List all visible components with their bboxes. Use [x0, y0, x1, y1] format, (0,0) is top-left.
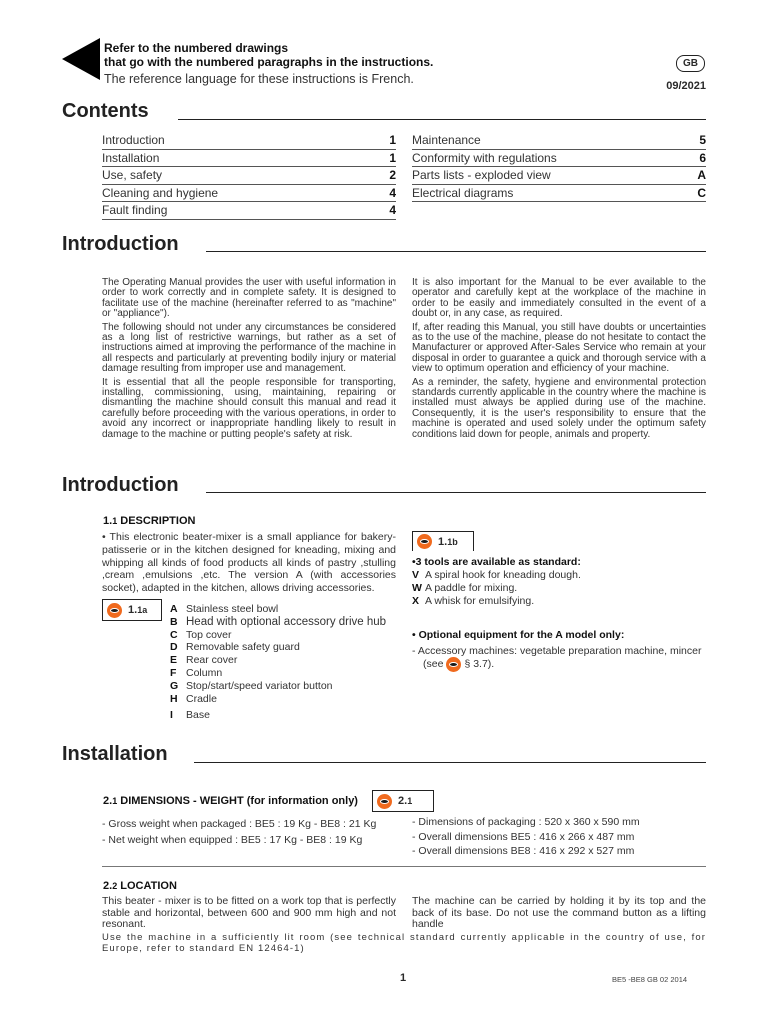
toc-item[interactable]: Installation 1: [102, 150, 396, 168]
contents-title: Contents: [62, 100, 149, 122]
tools-list: [412, 569, 581, 607]
optional-line-1: - Accessory machines: vegetable preparation machine, mincer: [412, 645, 702, 657]
installation-title: Installation: [62, 743, 168, 765]
section-divider: [102, 866, 706, 867]
language-badge: GB: [676, 55, 705, 72]
paragraph: It is also important for the Manual to be ever available to the operator and carefully kept at the workplace of the machine in order to be easily and immediately consulted in the event of a doubt or, in any case, as required.: [412, 277, 706, 320]
list-item: - Overall dimensions BE8 : 416 x 292 x 527 mm: [412, 845, 635, 857]
introduction-title: Introduction: [62, 233, 179, 255]
tools-title: •3 tools are available as standard:: [412, 556, 581, 568]
location-heading: 2.2 LOCATION: [103, 880, 177, 892]
legend-row: G Stop/start/speed variator button: [170, 679, 333, 692]
description-text: • This electronic beater-mixer is a small appliance for bakery-patisserie or in the kitchen designed for kneading, mixing and whipping all kinds of food products all kinds of pastry ,stulling ,cream ,emulsions ,etc. The version A (with accessories socket), adapted in the kitchen, allows driving accessories.: [102, 531, 396, 595]
toc-item[interactable]: Introduction 1: [102, 132, 396, 150]
eye-icon[interactable]: [446, 657, 461, 672]
intro-right-column: [412, 278, 706, 443]
optional-line-2: (see § 3.7).: [423, 658, 495, 671]
header-line-3: The reference language for these instructions is French.: [104, 72, 414, 86]
paragraph: It is essential that all the people responsible for transporting, installing, commissioning, using, maintaining, repairing or dismantling the machine should consult this manual and read it carefully before proceeding with the various operations, in order to avoid any incorrect or inappropriate handling likely to result in damage to the machine or putting people's safety at risk.: [102, 376, 396, 440]
legend-row: B Head with optional accessory drive hub: [170, 615, 387, 628]
introduction-rule-2: [206, 492, 706, 493]
dimensions-heading: 2.1 DIMENSIONS - WEIGHT (for information only): [103, 795, 358, 807]
legend-row: F Column: [170, 666, 223, 679]
paragraph: As a reminder, the safety, hygiene and environmental protection standards currently applicable in the country where the machine is installed must always be applied during use of the machine. Consequently, it is the user's responsibility to ensure that the machine is operated and used solely under the optimum safety conditions laid down for people, animals and property.: [412, 376, 706, 440]
list-item: - Dimensions of packaging : 520 x 360 x 590 mm: [412, 816, 640, 828]
legend-row: E Rear cover: [170, 654, 238, 667]
intro-left-column: [102, 278, 396, 443]
description-heading: 1.1 DESCRIPTION: [103, 515, 196, 527]
location-left-text: This beater - mixer is to be fitted on a work top that is perfectly stable and horizontal, between 600 and 900 mm high and not resonant.: [102, 895, 396, 930]
list-item: - Net weight when equipped : BE5 : 17 Kg - BE8 : 19 Kg: [102, 833, 363, 846]
toc-left: [102, 132, 396, 220]
tool-item: X A whisk for emulsifying.: [412, 594, 535, 607]
page-number: 1: [400, 972, 407, 984]
document-code: BE5 -BE8 GB 02 2014: [612, 975, 688, 984]
location-full-text: Use the machine in a sufficiently lit room (see technical standard currently applicable in the country of use, for Europe, refer to standard EN 12464-1): [102, 932, 706, 954]
legend-row: A Stainless steel bowl: [170, 603, 279, 615]
eye-icon: [377, 794, 392, 809]
toc-item[interactable]: Parts lists - exploded view A: [412, 167, 706, 185]
introduction-title-2: Introduction: [62, 474, 179, 496]
location-right-text: The machine can be carried by holding it by its top and the back of its base. Do not use the command button as a lifting handle: [412, 895, 706, 930]
pointer-arrow-icon: [62, 38, 100, 80]
parts-legend: [170, 603, 386, 722]
paragraph: The following should not under any circumstances be considered as a long list of restrictive warnings, but rather as a set of instructions aimed at improving the performance of the machine in all respects and particularly at preventing bodily injury or material damage resulting from improper use and management.: [102, 321, 396, 375]
legend-row: C Top cover: [170, 628, 232, 641]
optional-title: • Optional equipment for the A model only:: [412, 629, 625, 641]
toc-right: [412, 132, 706, 202]
figure-ref-2-1[interactable]: 2.1: [372, 790, 434, 812]
legend-row: D Removable safety guard: [170, 641, 300, 654]
header-line-2: that go with the numbered paragraphs in the instructions.: [104, 55, 434, 69]
introduction-rule: [206, 251, 706, 252]
legend-row: H Cradle: [170, 692, 217, 705]
weight-list: [102, 818, 376, 846]
toc-item[interactable]: Conformity with regulations 6: [412, 150, 706, 168]
toc-item[interactable]: Fault finding 4: [102, 202, 396, 220]
tool-item: V A spiral hook for kneading dough.: [412, 569, 581, 581]
list-item: - Gross weight when packaged : BE5 : 19 Kg - BE8 : 21 Kg: [102, 818, 377, 830]
toc-item[interactable]: Use, safety 2: [102, 167, 396, 185]
figure-ref-1-1a[interactable]: 1.1a: [102, 599, 162, 621]
eye-icon: [417, 534, 432, 549]
toc-item[interactable]: Cleaning and hygiene 4: [102, 185, 396, 203]
contents-rule: [178, 119, 706, 120]
tool-item: W A paddle for mixing.: [412, 581, 518, 594]
eye-icon: [107, 603, 122, 618]
installation-rule: [194, 762, 706, 763]
toc-item[interactable]: Maintenance 5: [412, 132, 706, 150]
figure-ref-1-1b[interactable]: 1.1b: [412, 531, 474, 551]
toc-item[interactable]: Electrical diagrams C: [412, 185, 706, 203]
header-line-1: Refer to the numbered drawings: [104, 41, 289, 55]
paragraph: If, after reading this Manual, you still have doubts or uncertainties as to the use of the machine, please do not hesitate to contact the Manufacturer or approved After-Sales Service who remain at your disposal in order to guarantee a quick and thorough service with a view to optimum operation and efficiency of your machine.: [412, 321, 706, 375]
list-item: - Overall dimensions BE5 : 416 x 266 x 487 mm: [412, 830, 635, 843]
paragraph: The Operating Manual provides the user with useful information in order to work correctly and in complete safety. It is designed to facilitate use of the machine (hereinafter referred to as "machine" or "appliance").: [102, 277, 396, 320]
legend-row: I Base: [170, 709, 210, 722]
document-date: 09/2021: [666, 80, 706, 92]
dimension-list: [412, 815, 640, 859]
